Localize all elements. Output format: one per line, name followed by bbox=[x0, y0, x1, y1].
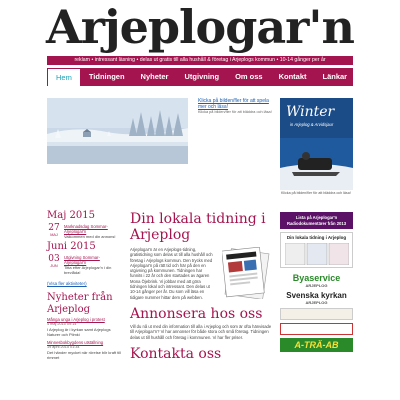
event-date bbox=[47, 255, 61, 275]
main-content bbox=[130, 211, 273, 362]
left-sidebar bbox=[47, 210, 124, 360]
news-text: I Arjeplog är i kyrkan samt Arjeplogs Naturer och Pilmki bbox=[47, 327, 111, 337]
byaservice-sub: ARJEPLOG bbox=[305, 283, 328, 288]
nav-item-kontakt[interactable]: Kontakt bbox=[278, 72, 307, 81]
heading-contact: Kontakta oss bbox=[130, 345, 222, 362]
calendar-event bbox=[47, 224, 124, 239]
winter-magazine-cover[interactable] bbox=[280, 98, 353, 190]
heading-advertise: Annonsera hos oss bbox=[130, 305, 263, 322]
svenska-kyrkan-logo[interactable] bbox=[280, 291, 353, 305]
nav-item-tidningen[interactable]: Tidningen bbox=[88, 72, 125, 81]
calendar-event bbox=[47, 255, 124, 275]
byaservice-logo[interactable] bbox=[280, 273, 353, 288]
byaservice-name: Byaservice bbox=[292, 273, 341, 283]
event-month: MAJ bbox=[50, 233, 58, 237]
heading-local-paper: Din lokala tidning i Arjeplog bbox=[130, 211, 266, 243]
event-day: 03 bbox=[48, 254, 60, 264]
winter-title: Winter bbox=[286, 104, 335, 120]
news-meta: 4 maj 2015 09:14 bbox=[47, 322, 77, 326]
event-text: Valkommen med din annons! bbox=[64, 234, 116, 239]
advertise-text: Vill du nå ut med din information till alla i Arjeplog och som är ofta hänvisade till Arjeplogar'n? Vi har annonser för både stora och små företag. Tidningen delas ut till hushåll och företag i kommunen. Vi har fler priser. bbox=[130, 323, 272, 340]
svenska-kyrkan-name: Svenska kyrkan bbox=[286, 291, 347, 300]
a-tra-ab-logo[interactable]: A-TRÄ-AB bbox=[280, 338, 353, 352]
tagline-banner: reklam • intressant läsning • delas ut gratis till alla hushåll & företag i Arjeplogs kommun • 10-14 gånger per år bbox=[47, 56, 353, 65]
ad-banner-red[interactable] bbox=[280, 323, 353, 335]
nav-item-om-oss[interactable]: Om oss bbox=[235, 72, 263, 81]
hero-winter-photo bbox=[47, 98, 188, 164]
main-nav bbox=[47, 68, 353, 86]
paper-ad-caption: Klicka på bilden/fler för att bläddra och läsa! bbox=[198, 110, 272, 114]
event-link[interactable]: Marknadsdag Sommar-Arjeplogar'n bbox=[64, 224, 108, 234]
paper-ad-link[interactable]: Klicka på bilden/fler för att spela mer och läsa! bbox=[198, 98, 269, 110]
news-link[interactable]: Minnesbokbygdens utställning bbox=[47, 340, 104, 345]
right-ad-column bbox=[280, 212, 353, 352]
event-month: JUN bbox=[50, 264, 58, 268]
paper-promo-title: Din lokala tidning i Arjeplog bbox=[286, 235, 347, 240]
intro-text: Arjeplogar'n är en Arjeplogs-tidning, gratistidning som delas ut till alla hushåll och företag i Arjeplogs kommun. Den trycks med Arjeplogar'n på rätt tid och här på den en utgivning på kommunen. Tidningen har funnits i 22 år och den startades av ägaren Mona Öjebrink. Vi jobbar med att göra tidningen lokal och intressant. Den delas ut 10-14 gånger per år. Du som vill läsa en tidigare nummer hittar dem på webben. bbox=[130, 247, 213, 300]
event-text: Titta efter Arjeplogar'n i din brevlåda! bbox=[64, 265, 112, 275]
site-logo[interactable]: Arjeplogar'n bbox=[46, 0, 354, 54]
news-meta: 19 april 2015 01:34 bbox=[47, 345, 80, 349]
svenska-kyrkan-sub: ARJEPLOG bbox=[305, 300, 328, 305]
event-link[interactable]: Utgivning Sommar-Arjeplogar'n bbox=[64, 255, 100, 265]
radio-docs-banner[interactable]: Lista på Arjeplogar'n Radiodokumentärer från 2013 bbox=[280, 212, 353, 229]
ad-banner-strip[interactable] bbox=[280, 308, 353, 320]
winter-subtitle: in Arjeplog & Arvidsjaur bbox=[290, 122, 334, 127]
nav-item-lankar[interactable]: Länkar bbox=[322, 72, 348, 81]
event-date bbox=[47, 224, 61, 239]
show-more-events-link[interactable]: (Visa fler aktiviteter) bbox=[47, 281, 87, 286]
calendar-month-june: Juni 2015 bbox=[47, 241, 96, 252]
news-link[interactable]: Många unga i Arjeplog i protest bbox=[47, 317, 105, 322]
news-heading: Nyheter från Arjeplog bbox=[47, 292, 113, 315]
news-text: Det händer mycket när rörelse blir kraft till rimmet bbox=[47, 350, 122, 360]
nav-item-nyheter[interactable]: Nyheter bbox=[140, 72, 169, 81]
nav-item-utgivning[interactable]: Utgivning bbox=[184, 72, 220, 81]
event-day: 27 bbox=[48, 223, 60, 233]
newspaper-image bbox=[222, 247, 272, 299]
paper-promo-box[interactable] bbox=[280, 232, 353, 268]
calendar-month-may: Maj 2015 bbox=[47, 210, 95, 221]
winter-caption: Klicka på bilden/fler för att bläddra och läsa! bbox=[281, 191, 351, 195]
nav-item-hem[interactable]: Hem bbox=[47, 68, 81, 86]
paper-ad-thumbnail[interactable] bbox=[198, 98, 274, 115]
